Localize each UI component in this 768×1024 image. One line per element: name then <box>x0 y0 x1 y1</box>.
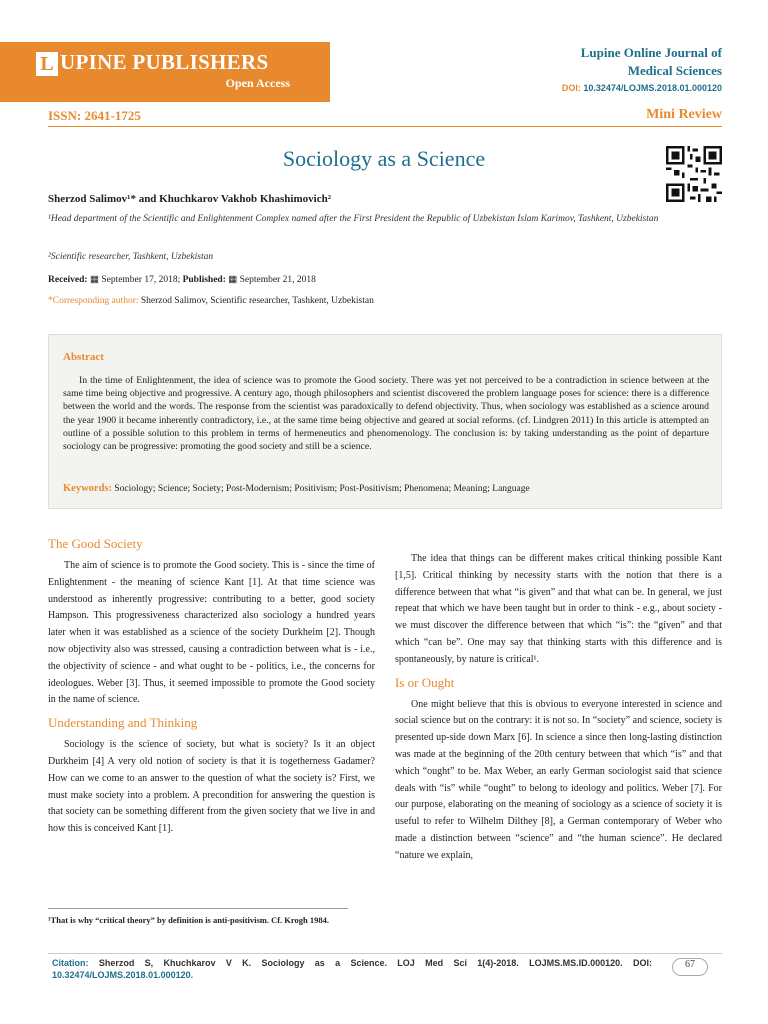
keywords <box>63 483 530 494</box>
citation <box>52 957 652 981</box>
publisher-name: UPINE PUBLISHERS <box>60 50 269 74</box>
received-date: September 17, 2018; <box>101 275 181 285</box>
journal-title-line1: Lupine Online Journal of <box>580 45 722 60</box>
received-label: Received: <box>48 275 88 285</box>
corresponding-label: *Corresponding author: <box>48 296 139 306</box>
citation-doi-link[interactable]: 10.32474/LOJMS.2018.01.000120. <box>52 970 194 980</box>
footnote: ¹That is why “critical theory” by definition is anti-positivism. Cf. Krogh 1984. <box>48 915 330 925</box>
section-heading-good-society: The Good Society <box>48 536 143 551</box>
citation-footer <box>48 953 722 991</box>
publisher-banner <box>0 42 330 102</box>
paragraph: The aim of science is to promote the Good society. This is - since the time of Enlightenment - the meaning of science Kant [1]. At that time science was understood as inherently progressive: contributing to a better, good society Hampson. This progressiveness characterized also sociology a hundred years later when it was established as a science of the society Durkheim [2]. Though now objectivity also was stressed, causing a contradiction between what is - i.e., the objectivity of science - and what ought to be - politics, i.e., the concerns for ideologues. Weber [3]. Thus, it seemed impossible to promote the Good society in the name of science. <box>48 560 375 706</box>
paragraph: The idea that things can be different makes critical thinking possible Kant [1,5]. Critical thinking by necessity starts with the notion that there is a difference between that what “is given” and that what can be. In general, we just repeat that which we have been taught but in order to think - e.g., about society - we must discover the difference between that which “is”: the “given” and that which “can be”. One may say that thinking starts with this difference and is spontaneously, by nature is critical¹. <box>395 553 722 665</box>
abstract-text: In the time of Enlightenment, the idea of science was to promote the Good society. There was yet not perceived to be a contradiction in science between at the same time being objective and progressive. A century ago, though philosophers and scientist discovered the problem language poses for science: there is a difference between the world and the words. The response from the scientist was paradoxically to defend objectivity. Thus, when sociology was established as a science around the year 1900 it became inherently contradictory, i.e., at the same time being objective and geared at social reforms. (cf. Lindgren 2011) In this article is attempted an outline of a possible solution to this problem in terms of hermeneutics and phenomenology. The conclusion is: by taking understanding as the point of departure sociology can be progressive: promoting the good society and still be a science. <box>63 375 709 453</box>
left-column <box>48 536 375 838</box>
journal-title <box>581 44 722 80</box>
doi <box>562 83 722 93</box>
paragraph: One might believe that this is obvious to everyone interested in science and social science but on the contrary: it is not so. In “society” and science, society is presented up-side down Marx [6]. In science a since then long-lasting distinction was made at the beginning of the 20th century between that which “is” and that which “ought” to be. Max Weber, an early German sociologist said that science deals with “is” while “ought” to belong to ideology and politics. Weber [7]. For our purpose, elaborating on the meaning of sociology as a science of society it is useful to refer to Wilhelm Dilthey [8], a German contemporary of Weber who made a distinction between “science” and “the human science”. He declared “nature we explain, <box>395 698 722 861</box>
footnote-divider <box>48 908 348 909</box>
header-divider <box>48 126 722 127</box>
corresponding-author <box>48 296 374 306</box>
paragraph: Sociology is the science of society, but what is society? Is it an object Durkheim [4] A very old notion of society is that it is togetherness Gadamer? How can we come to an answer to the question of what the society is? First, we must make society into a problem. A precondition for answering the question is that society can be something different from the given society that we live in and how this is conceived Kant [1]. <box>48 739 375 835</box>
abstract-box <box>48 334 722 509</box>
publisher-logo-letter: L <box>36 52 58 76</box>
section-heading-is-or-ought: Is or Ought <box>395 674 455 690</box>
page-number: 67 <box>672 958 708 976</box>
journal-title-line2: Medical Sciences <box>627 63 722 78</box>
qr-code-icon <box>666 146 722 202</box>
published-date: September 21, 2018 <box>239 275 316 285</box>
section-heading-understanding: Understanding and Thinking <box>48 715 198 731</box>
authors: Sherzod Salimov¹* and Khuchkarov Vakhob Khashimovich² <box>48 193 332 205</box>
right-column <box>395 551 722 865</box>
article-type: Mini Review <box>646 107 722 122</box>
calendar-icon: ▦ <box>228 275 238 285</box>
keywords-list: Sociology; Science; Society; Post-Modernism; Positivism; Post-Positivism; Phenomena; Meaning; Language <box>114 484 530 494</box>
affiliation-1: ¹Head department of the Scientific and Enlightenment Complex named after the First President the Republic of Uzbekistan Islam Karimov, Tashkent, Uzbekistan <box>48 214 659 224</box>
issn: ISSN: 2641-1725 <box>48 108 141 123</box>
keywords-label: Keywords: <box>63 483 112 494</box>
corresponding-text: Sherzod Salimov, Scientific researcher, Tashkent, Uzbekistan <box>140 296 374 306</box>
published-label: Published: <box>182 275 226 285</box>
affiliation-2: ²Scientific researcher, Tashkent, Uzbekistan <box>48 252 214 262</box>
citation-text: Sherzod S, Khuchkarov V K. Sociology as a Science. LOJ Med Sci 1(4)-2018. LOJMS.MS.ID.000120. DOI: <box>98 958 652 968</box>
publication-dates <box>48 274 316 285</box>
abstract-heading: Abstract <box>63 351 104 363</box>
doi-link[interactable]: 10.32474/LOJMS.2018.01.000120 <box>583 83 722 93</box>
citation-label: Citation: <box>52 958 89 968</box>
article-title: Sociology as a Science <box>282 146 486 171</box>
doi-label: DOI: <box>561 83 581 93</box>
calendar-icon: ▦ <box>89 275 99 285</box>
open-access-label: Open Access <box>225 76 290 90</box>
